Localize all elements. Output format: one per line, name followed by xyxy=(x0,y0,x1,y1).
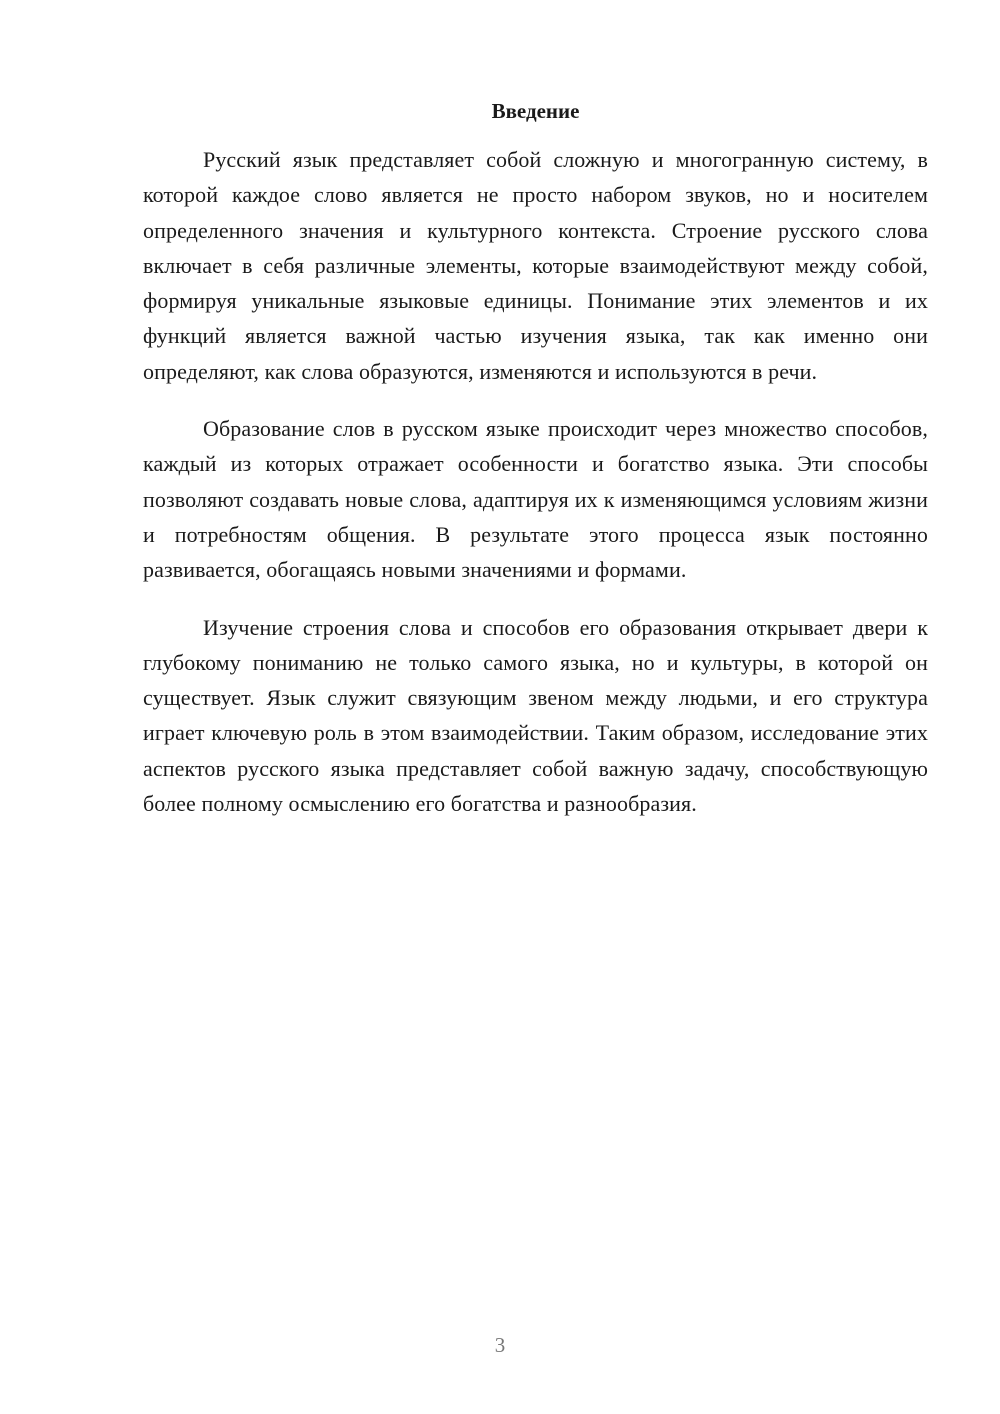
paragraph-2: Образование слов в русском языке происходит через множество способов, каждый из которых отражает особенности и богатство языка. Эти способы позволяют создавать новые слова, адаптируя их к изменяющимся условиям жизни и потребностям общения. В результате этого процесса язык постоянно развивается, обогащаясь новыми значениями и формами. xyxy=(143,416,928,583)
paragraph-1: Русский язык представляет собой сложную и многогранную систему, в которой каждое слово является не просто набором звуков, но и носителем определенного значения и культурного контекста. Строение русского слова включает в себя различные элементы, которые взаимодействуют между собой, формируя уникальные языковые единицы. Понимание этих элементов и их функций является важной частью изучения языка, так как именно они определяют, как слова образуются, изменяются и используются в речи. xyxy=(143,147,928,384)
paragraph-3: Изучение строения слова и способов его образования открывает двери к глубокому пониманию не только самого языка, но и культуры, в которой он существует. Язык служит связующим звеном между людьми, и его структура играет ключевую роль в этом взаимодействии. Таким образом, исследование этих аспектов русского языка представляет собой важную задачу, способствующую более полному осмыслению его богатства и разнообразия. xyxy=(143,614,928,817)
page-number: 3 xyxy=(494,1333,506,1357)
section-heading: Введение xyxy=(491,99,580,123)
document-body xyxy=(143,142,928,843)
